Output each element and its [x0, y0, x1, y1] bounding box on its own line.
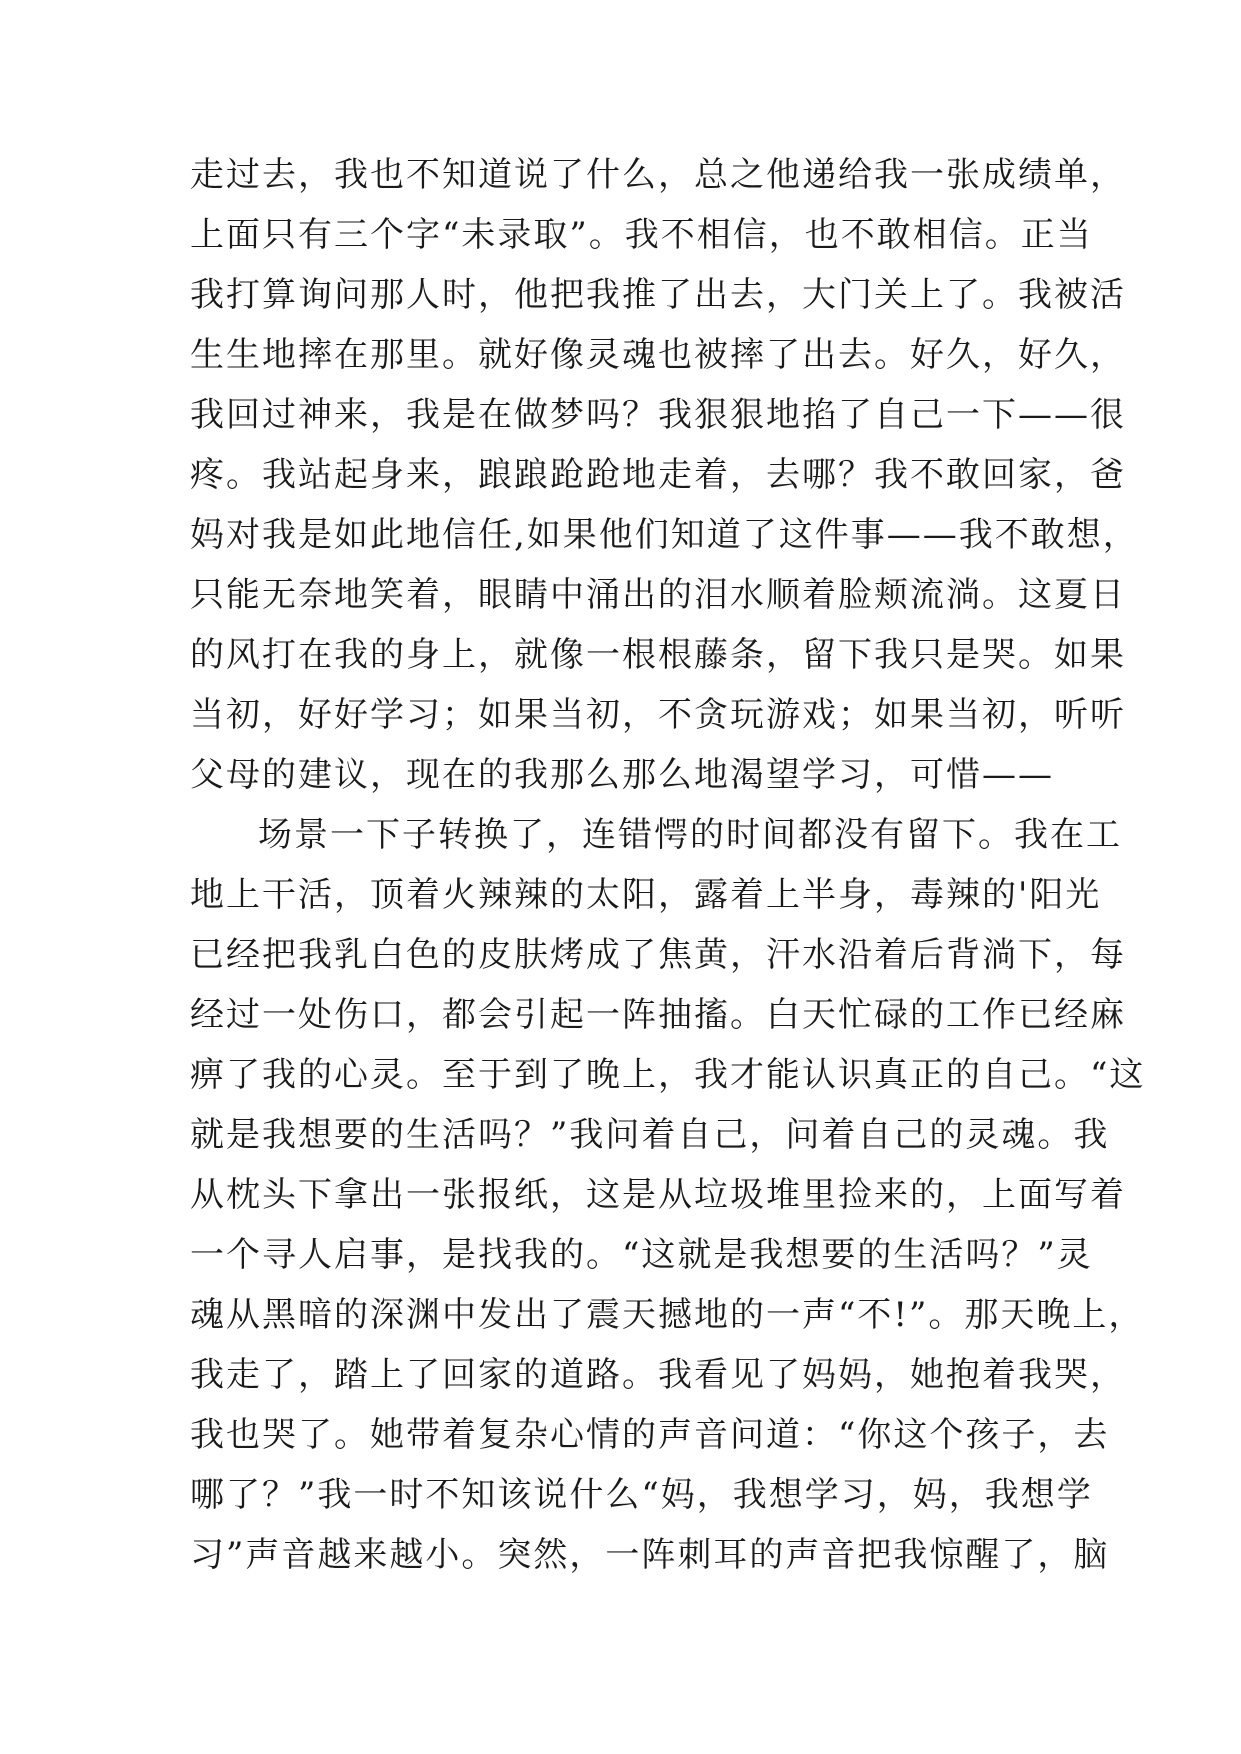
paragraph-start-line: 场景一下子转换了，连错愕的时间都没有留下。我在工	[258, 815, 1122, 855]
text-line: 哪了？”我一时不知该说什么“妈，我想学习，妈，我想学	[190, 1475, 1093, 1515]
text-line: 我回过神来，我是在做梦吗？我狠狠地掐了自己一下——很	[190, 395, 1126, 435]
text-line: 父母的建议，现在的我那么那么地渴望学习，可惜——	[190, 755, 1054, 795]
text-line: 我也哭了。她带着复杂心情的声音问道：“你这个孩子，去	[190, 1415, 1110, 1455]
text-line: 魂从黑暗的深渊中发出了震天撼地的一声“不!”。那天晚上，	[190, 1295, 1145, 1335]
text-line: 生生地摔在那里。就好像灵魂也被摔了出去。好久，好久，	[190, 335, 1126, 375]
text-line: 从枕头下拿出一张报纸，这是从垃圾堆里捡来的，上面写着	[190, 1175, 1126, 1215]
text-line: 痹了我的心灵。至于到了晚上，我才能认识真正的自己。“这	[190, 1055, 1146, 1095]
text-line: 习”声音越来越小。突然，一阵刺耳的声音把我惊醒了，脑	[190, 1535, 1110, 1575]
text-line: 当初，好好学习；如果当初，不贪玩游戏；如果当初，听听	[190, 695, 1126, 735]
text-line: 我走了，踏上了回家的道路。我看见了妈妈，她抱着我哭，	[190, 1355, 1126, 1395]
text-line: 疼。我站起身来，踉踉跄跄地走着，去哪？我不敢回家，爸	[190, 455, 1126, 495]
text-line: 地上干活，顶着火辣辣的太阳，露着上半身，毒辣的'阳光	[190, 875, 1102, 915]
text-line: 我打算询问那人时，他把我推了出去，大门关上了。我被活	[190, 275, 1126, 315]
text-line: 经过一处伤口，都会引起一阵抽搐。白天忙碌的工作已经麻	[190, 995, 1126, 1035]
text-line: 上面只有三个字“未录取”。我不相信，也不敢相信。正当	[190, 215, 1093, 255]
text-line: 走过去，我也不知道说了什么，总之他递给我一张成绩单，	[190, 155, 1126, 195]
text-line: 的风打在我的身上，就像一根根藤条，留下我只是哭。如果	[190, 635, 1126, 675]
body-text	[190, 145, 1146, 1585]
text-line: 一个寻人启事，是找我的。“这就是我想要的生活吗？”灵	[190, 1235, 1093, 1275]
text-line: 就是我想要的生活吗？”我问着自己，问着自己的灵魂。我	[190, 1115, 1110, 1155]
text-line: 妈对我是如此地信任,如果他们知道了这件事——我不敢想，	[190, 515, 1139, 555]
text-line: 已经把我乳白色的皮肤烤成了焦黄，汗水沿着后背淌下，每	[190, 935, 1126, 975]
text-line: 只能无奈地笑着，眼睛中涌出的泪水顺着脸颊流淌。这夏日	[190, 575, 1126, 615]
